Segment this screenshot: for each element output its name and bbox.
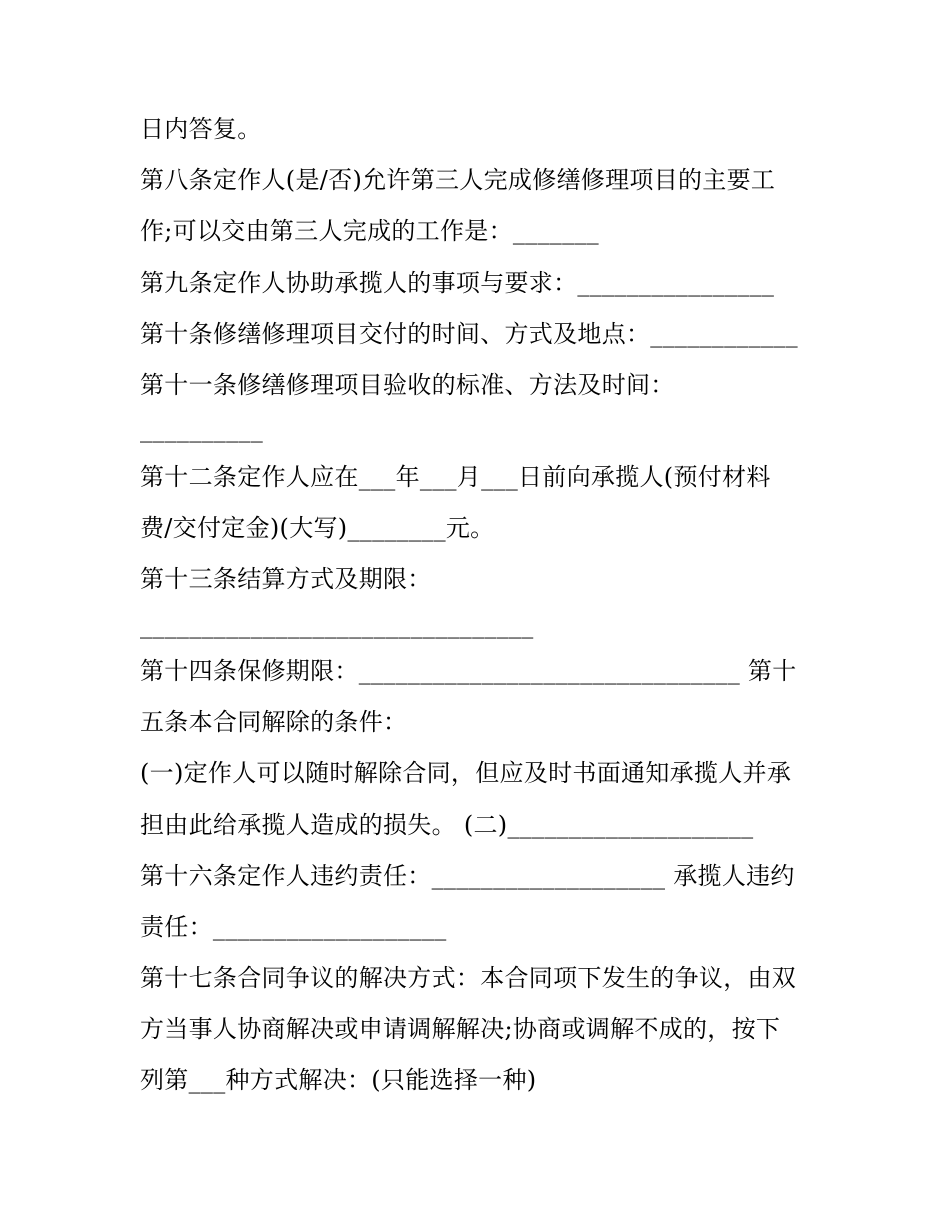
text-line-16: 第十六条定作人违约责任：___________________ 承揽人违约 [140,862,795,890]
text-line-18: 第十七条合同争议的解决方式：本合同项下发生的争议，由双 [140,964,797,992]
text-line-2: 第八条定作人(是/否)允许第三人完成修缮修理项目的主要工 [140,166,776,194]
text-line-14: (一)定作人可以随时解除合同，但应及时书面通知承揽人并承 [140,759,792,787]
text-line-20: 列第___种方式解决：(只能选择一种) [140,1066,537,1094]
text-line-7: __________ [140,415,263,443]
text-line-11: ________________________________ [140,611,534,639]
text-line-5: 第十条修缮修理项目交付的时间、方式及地点：____________ [140,320,798,348]
text-line-6: 第十一条修缮修理项目验收的标准、方法及时间： [140,371,675,399]
text-line-12: 第十四条保修期限：_______________________________ 第十 [140,657,797,685]
text-line-4: 第九条定作人协助承揽人的事项与要求：________________ [140,269,775,297]
text-line-15: 担由此给承揽人造成的损失。 (二)____________________ [140,811,754,839]
text-line-10: 第十三条结算方式及期限： [140,565,432,593]
text-line-13: 五条本合同解除的条件： [140,708,408,736]
text-line-17: 责任：___________________ [140,913,447,941]
text-line-1: 日内答复。 [140,115,262,143]
text-line-19: 方当事人协商解决或申请调解解决;协商或调解不成的，按下 [140,1015,781,1043]
text-line-8: 第十二条定作人应在___年___月___日前向承揽人(预付材料 [140,463,771,491]
text-line-3: 作;可以交由第三人完成的工作是：_______ [140,217,599,245]
text-line-9: 费/交付定金)(大写)________元。 [140,514,495,542]
